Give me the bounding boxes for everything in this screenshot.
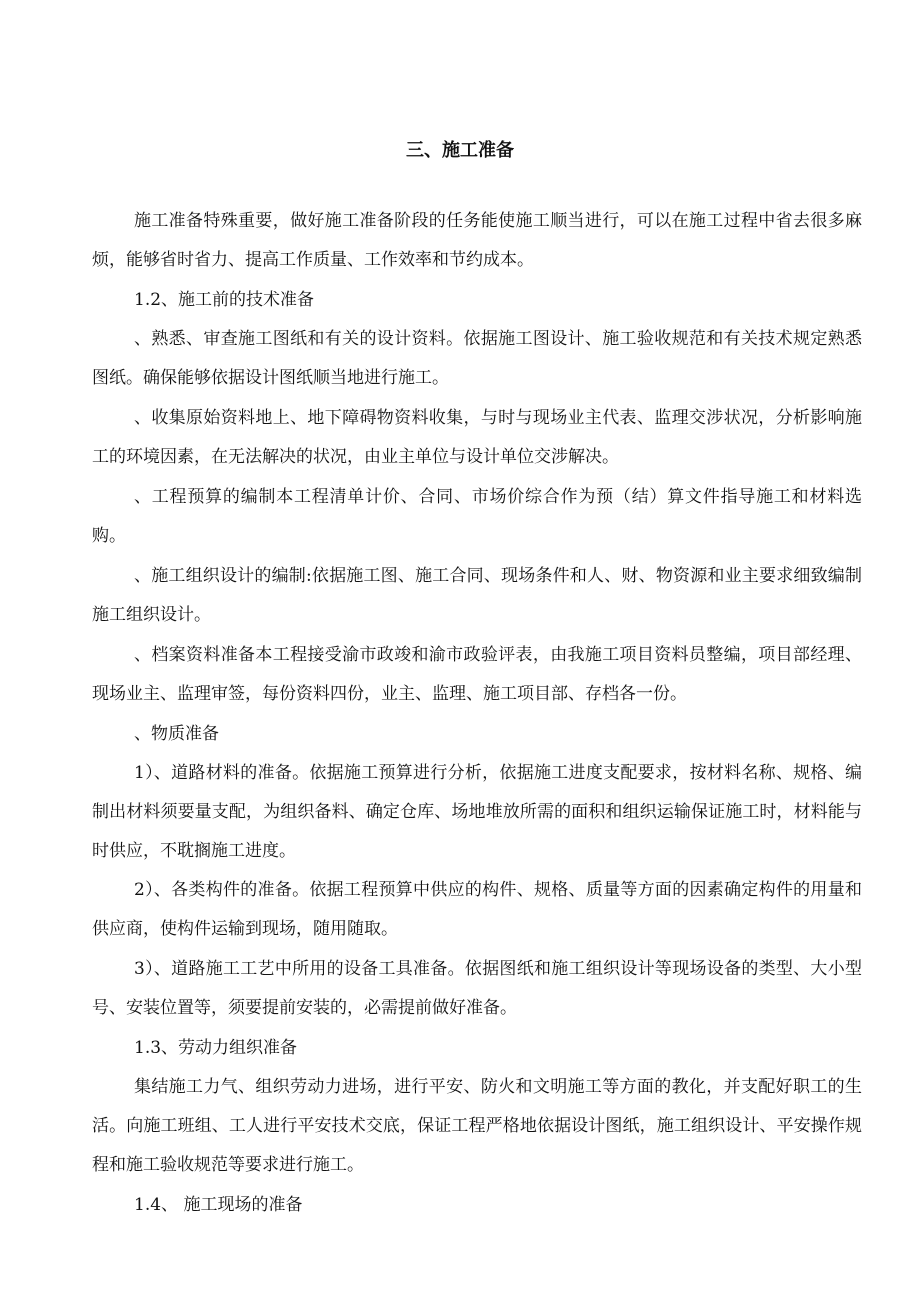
paragraph-archives: 、档案资料准备本工程接受渝市政竣和渝市政验评表，由我施工项目资料员整编，项目部经理、现场业主、监理审签，每份资料四份，业主、监理、施工项目部、存档各一份。 bbox=[92, 645, 862, 704]
paragraph-budget: 、工程预算的编制本工程清单计价、合同、市场价综合作为预（结）算文件指导施工和材料选购。 bbox=[92, 487, 862, 546]
paragraph-road-material: 1）、道路材料的准备。依据施工预算进行分析，依据施工进度支配要求，按材料名称、规格、编制出材料须要量支配，为组织备料、确定仓库、场地堆放所需的面积和组织运输保证施工时，材料能与时供应，不耽搁施工进度。 bbox=[92, 763, 862, 861]
paragraph-labor: 集结施工力气、组织劳动力进场，进行平安、防火和文明施工等方面的教化，并支配好职工的生活。向施工班组、工人进行平安技术交底，保证工程严格地依据设计图纸，施工组织设计、平安操作规程和施工验收规范等要求进行施工。 bbox=[92, 1077, 862, 1175]
heading-1-4: 1.4、 施工现场的准备 bbox=[134, 1195, 303, 1215]
paragraph-drawings: 、熟悉、审查施工图纸和有关的设计资料。依据施工图设计、施工验收规范和有关技术规定熟悉图纸。确保能够依据设计图纸顺当地进行施工。 bbox=[92, 329, 862, 388]
paragraph-equipment: 3）、道路施工工艺中所用的设备工具准备。依据图纸和施工组织设计等现场设备的类型、大小型号、安装位置等，须要提前安装的，必需提前做好准备。 bbox=[92, 959, 862, 1018]
paragraph-components: 2）、各类构件的准备。依据工程预算中供应的构件、规格、质量等方面的因素确定构件的用量和供应商，使构件运输到现场，随用随取。 bbox=[92, 880, 862, 939]
heading-material: 、物质准备 bbox=[134, 724, 219, 744]
paragraph-intro: 施工准备特殊重要，做好施工准备阶段的任务能使施工顺当进行，可以在施工过程中省去很多麻烦，能够省时省力、提高工作质量、工作效率和节约成本。 bbox=[92, 211, 862, 270]
section-title: 三、施工准备 bbox=[406, 140, 514, 161]
paragraph-organization-design: 、施工组织设计的编制:依据施工图、施工合同、现场条件和人、财、物资源和业主要求细致编制施工组织设计。 bbox=[92, 566, 862, 625]
paragraph-site-data: 、收集原始资料地上、地下障碍物资料收集，与时与现场业主代表、监理交涉状况，分析影响施工的环境因素，在无法解决的状况，由业主单位与设计单位交涉解决。 bbox=[92, 408, 862, 467]
heading-1-2: 1.2、施工前的技术准备 bbox=[134, 290, 315, 310]
heading-1-3: 1.3、劳动力组织准备 bbox=[134, 1038, 298, 1058]
